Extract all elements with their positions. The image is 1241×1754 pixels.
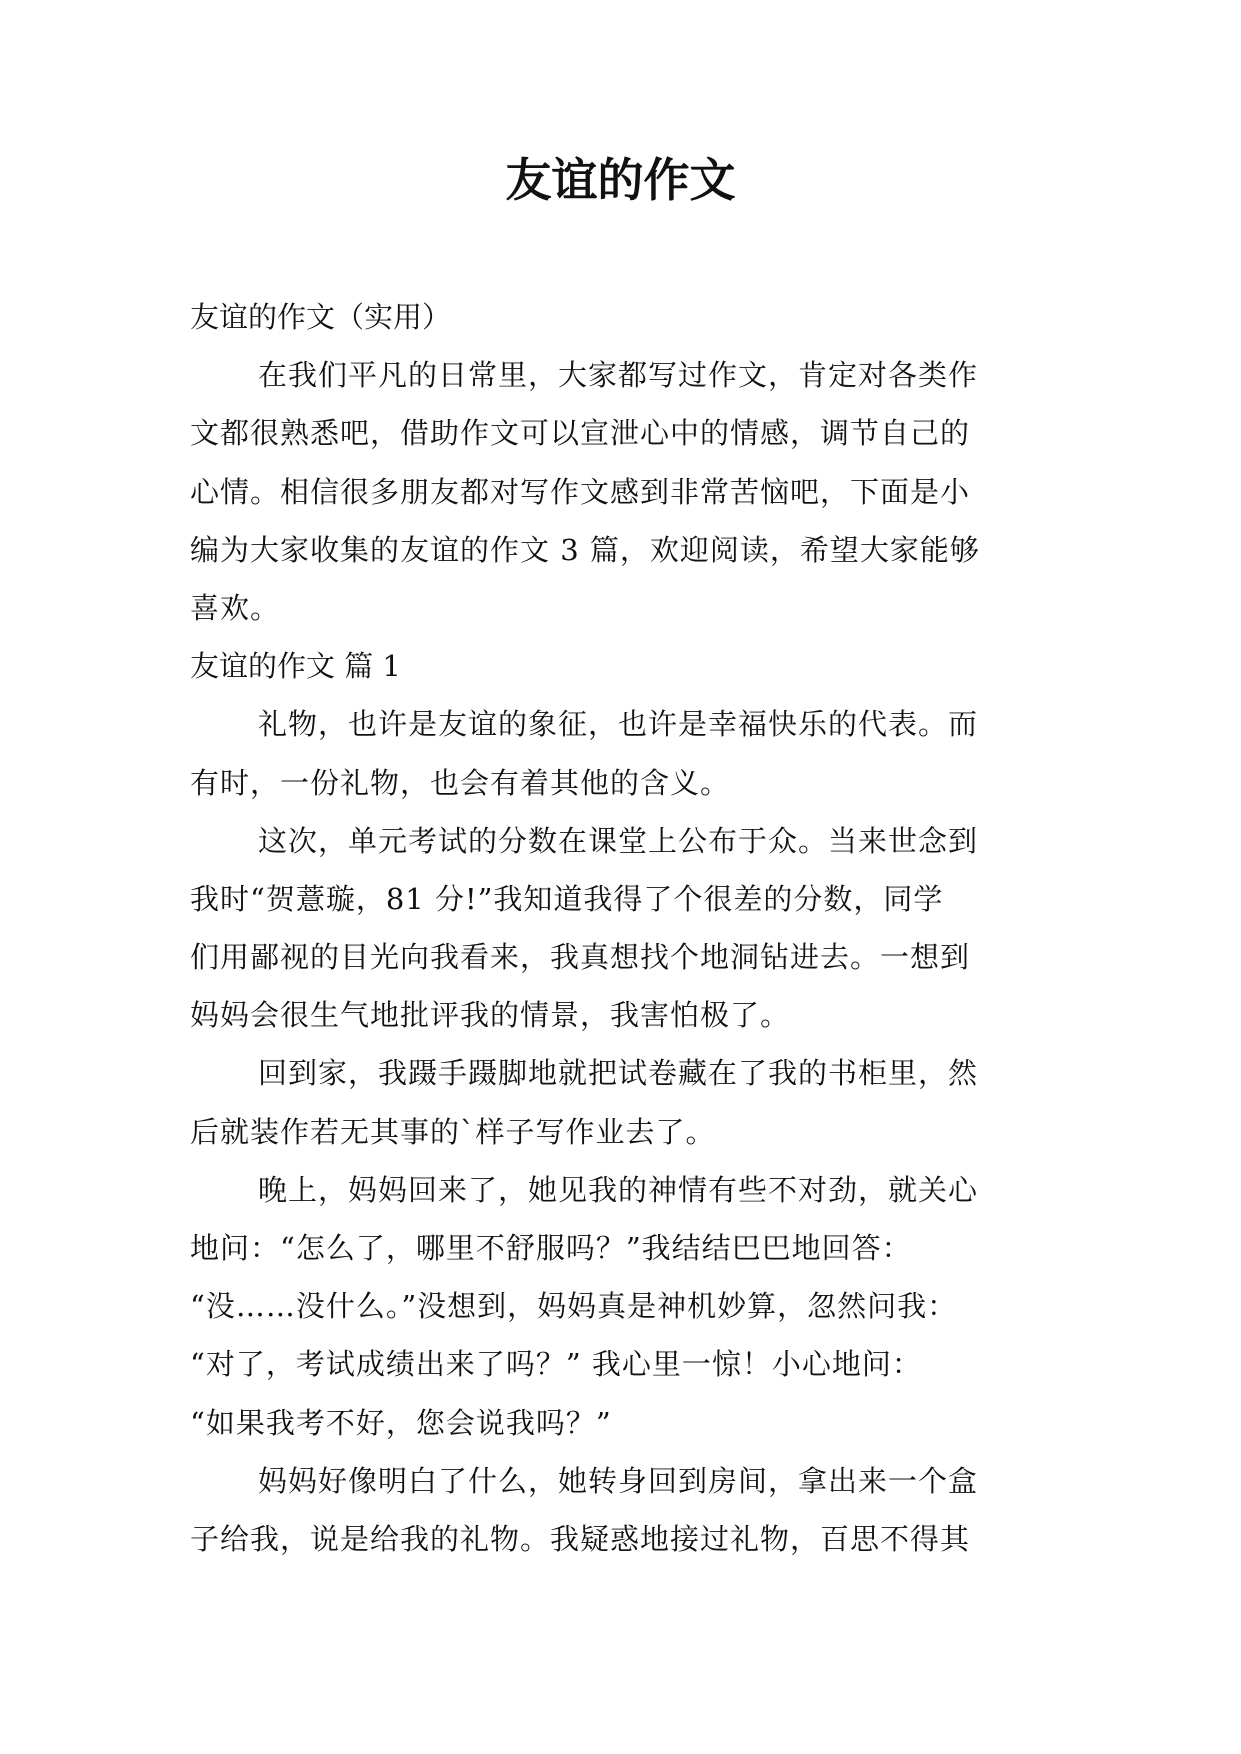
text-line: 晚上，妈妈回来了，她见我的神情有些不对劲，就关心 <box>258 1172 979 1207</box>
text-line: 礼物，也许是友谊的象征，也许是幸福快乐的代表。而 <box>258 707 979 742</box>
text-line: 我时“贺薏璇，81 分!”我知道我得了个很差的分数，同学 <box>190 881 944 916</box>
section-heading: 友谊的作文 篇 1 <box>190 649 401 684</box>
text-line: 有时，一份礼物，也会有着其他的含义。 <box>190 765 731 800</box>
text-line: 妈妈好像明白了什么，她转身回到房间，拿出来一个盒 <box>258 1463 979 1498</box>
text-line: 在我们平凡的日常里，大家都写过作文，肯定对各类作 <box>258 358 979 393</box>
text-line: “如果我考不好，您会说我吗？” <box>190 1405 612 1440</box>
text-line: 编为大家收集的友谊的作文 3 篇，欢迎阅读，希望大家能够 <box>190 532 980 567</box>
text-line: 这次，单元考试的分数在课堂上公布于众。当来世念到 <box>258 823 979 858</box>
text-line: 心情。相信很多朋友都对写作文感到非常苦恼吧，下面是小 <box>190 474 971 509</box>
text-line: 回到家，我蹑手蹑脚地就把试卷藏在了我的书柜里，然 <box>258 1056 979 1091</box>
text-line: 地问：“怎么了，哪里不舒服吗？”我结结巴巴地回答： <box>190 1231 912 1265</box>
text-line: 文都很熟悉吧，借助作文可以宣泄心中的情感，调节自己的 <box>190 416 971 451</box>
text-line: “对了，考试成绩出来了吗？” 我心里一惊！小心地问： <box>190 1347 922 1382</box>
section-heading: 友谊的作文（实用） <box>190 300 452 334</box>
text-line: 后就装作若无其事的`样子写作业去了。 <box>190 1114 716 1149</box>
text-line: 们用鄙视的目光向我看来，我真想找个地洞钻进去。一想到 <box>190 940 971 975</box>
document-body <box>190 288 1050 1568</box>
text-line: 喜欢。 <box>190 590 281 625</box>
text-line: 妈妈会很生气地批评我的情景，我害怕极了。 <box>190 998 791 1033</box>
document-title: 友谊的作文 <box>505 153 736 207</box>
text-line: 子给我，说是给我的礼物。我疑惑地接过礼物，百思不得其 <box>190 1521 971 1556</box>
text-line: “没……没什么。”没想到，妈妈真是神机妙算，忽然问我： <box>190 1289 958 1324</box>
